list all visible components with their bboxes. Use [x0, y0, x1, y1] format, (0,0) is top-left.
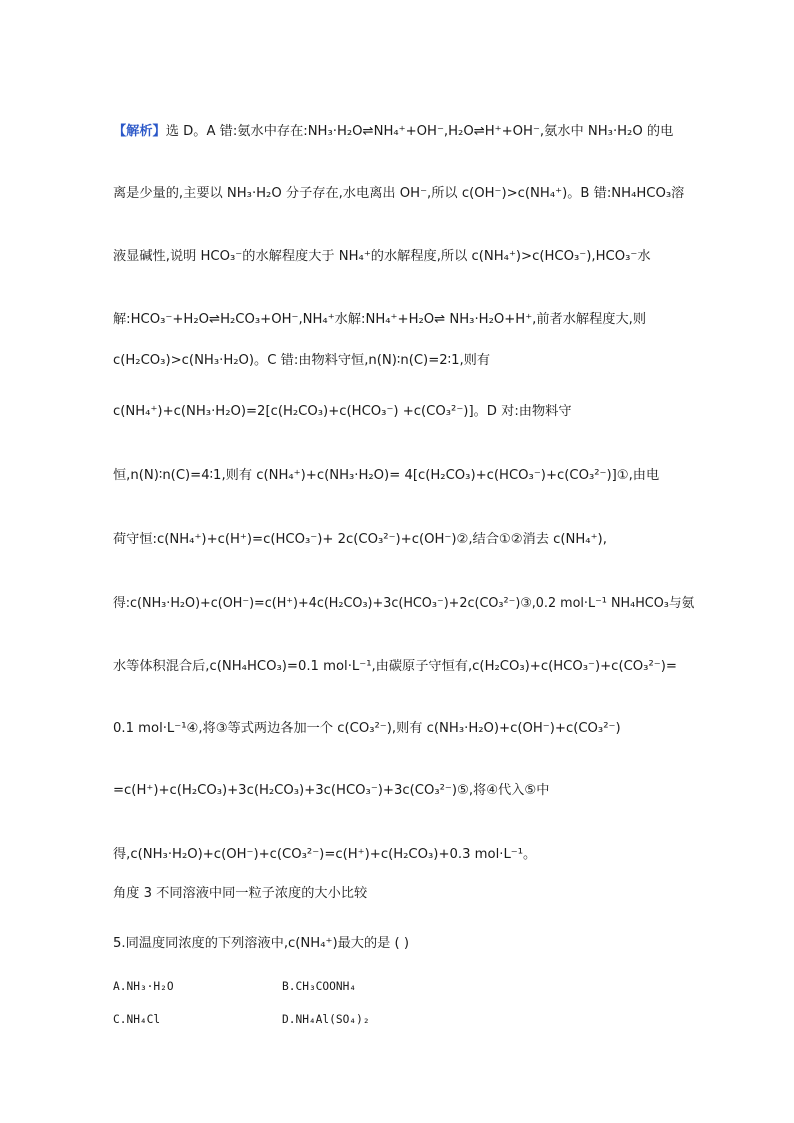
option-c: C.NH₄Cl: [113, 1013, 161, 1026]
analysis-line-13: 得,c(NH₃·H₂O)+c(OH⁻)+c(CO₃²⁻)=c(H⁺)+c(H₂CO₃)+0.3 mol·L⁻¹。: [113, 847, 537, 862]
section-heading: 角度 3 不同溶液中同一粒子浓度的大小比较: [113, 886, 368, 901]
analysis-line-11: 0.1 mol·L⁻¹④,将③等式两边各加一个 c(CO₃²⁻),则有 c(NH₃·H₂O)+c(OH⁻)+c(CO₃²⁻): [113, 721, 621, 736]
option-a: A.NH₃·H₂O: [113, 980, 174, 993]
analysis-line-2: 离是少量的,主要以 NH₃·H₂O 分子存在,水电离出 OH⁻,所以 c(OH⁻)>c(NH₄⁺)。B 错:NH₄HCO₃溶: [113, 186, 685, 201]
analysis-line-3: 液显碱性,说明 HCO₃⁻的水解程度大于 NH₄⁺的水解程度,所以 c(NH₄⁺)>c(HCO₃⁻),HCO₃⁻水: [113, 249, 651, 264]
option-d: D.NH₄Al(SO₄)₂: [282, 1013, 370, 1026]
analysis-line-7: 恒,n(N)∶n(C)=4∶1,则有 c(NH₄⁺)+c(NH₃·H₂O)= 4[c(H₂CO₃)+c(HCO₃⁻)+c(CO₃²⁻)]①,由电: [113, 468, 660, 483]
analysis-line-1: [113, 122, 694, 142]
analysis-line-12: =c(H⁺)+c(H₂CO₃)+3c(H₂CO₃)+3c(HCO₃⁻)+3c(CO₃²⁻)⑤,将④代入⑤中: [113, 783, 550, 798]
analysis-text: 选 D。A 错:氨水中存在:NH₃·H₂O⇌NH₄⁺+OH⁻,H₂O⇌H⁺+OH⁻,氨水中 NH₃·H₂O 的电: [165, 124, 674, 139]
analysis-line-5: c(H₂CO₃)>c(NH₃·H₂O)。C 错:由物料守恒,n(N)∶n(C)=2∶1,则有: [113, 353, 491, 368]
option-b: B.CH₃COONH₄: [282, 980, 357, 993]
question-stem: 5.同温度同浓度的下列溶液中,c(NH₄⁺)最大的是 ( ): [113, 936, 410, 951]
analysis-line-6: c(NH₄⁺)+c(NH₃·H₂O)=2[c(H₂CO₃)+c(HCO₃⁻) +c(CO₃²⁻)]。D 对:由物料守: [113, 404, 572, 419]
analysis-line-9: 得:c(NH₃·H₂O)+c(OH⁻)=c(H⁺)+4c(H₂CO₃)+3c(HCO₃⁻)+2c(CO₃²⁻)③,0.2 mol·L⁻¹ NH₄HCO₃与氨: [113, 596, 695, 611]
analysis-tag: 【解析】: [113, 124, 166, 139]
analysis-line-8: 荷守恒:c(NH₄⁺)+c(H⁺)=c(HCO₃⁻)+ 2c(CO₃²⁻)+c(OH⁻)②,结合①②消去 c(NH₄⁺),: [113, 532, 607, 547]
analysis-line-4: 解:HCO₃⁻+H₂O⇌H₂CO₃+OH⁻,NH₄⁺水解:NH₄⁺+H₂O⇌ NH₃·H₂O+H⁺,前者水解程度大,则: [113, 312, 647, 327]
analysis-line-10: 水等体积混合后,c(NH₄HCO₃)=0.1 mol·L⁻¹,由碳原子守恒有,c(H₂CO₃)+c(HCO₃⁻)+c(CO₃²⁻)=: [113, 659, 677, 674]
